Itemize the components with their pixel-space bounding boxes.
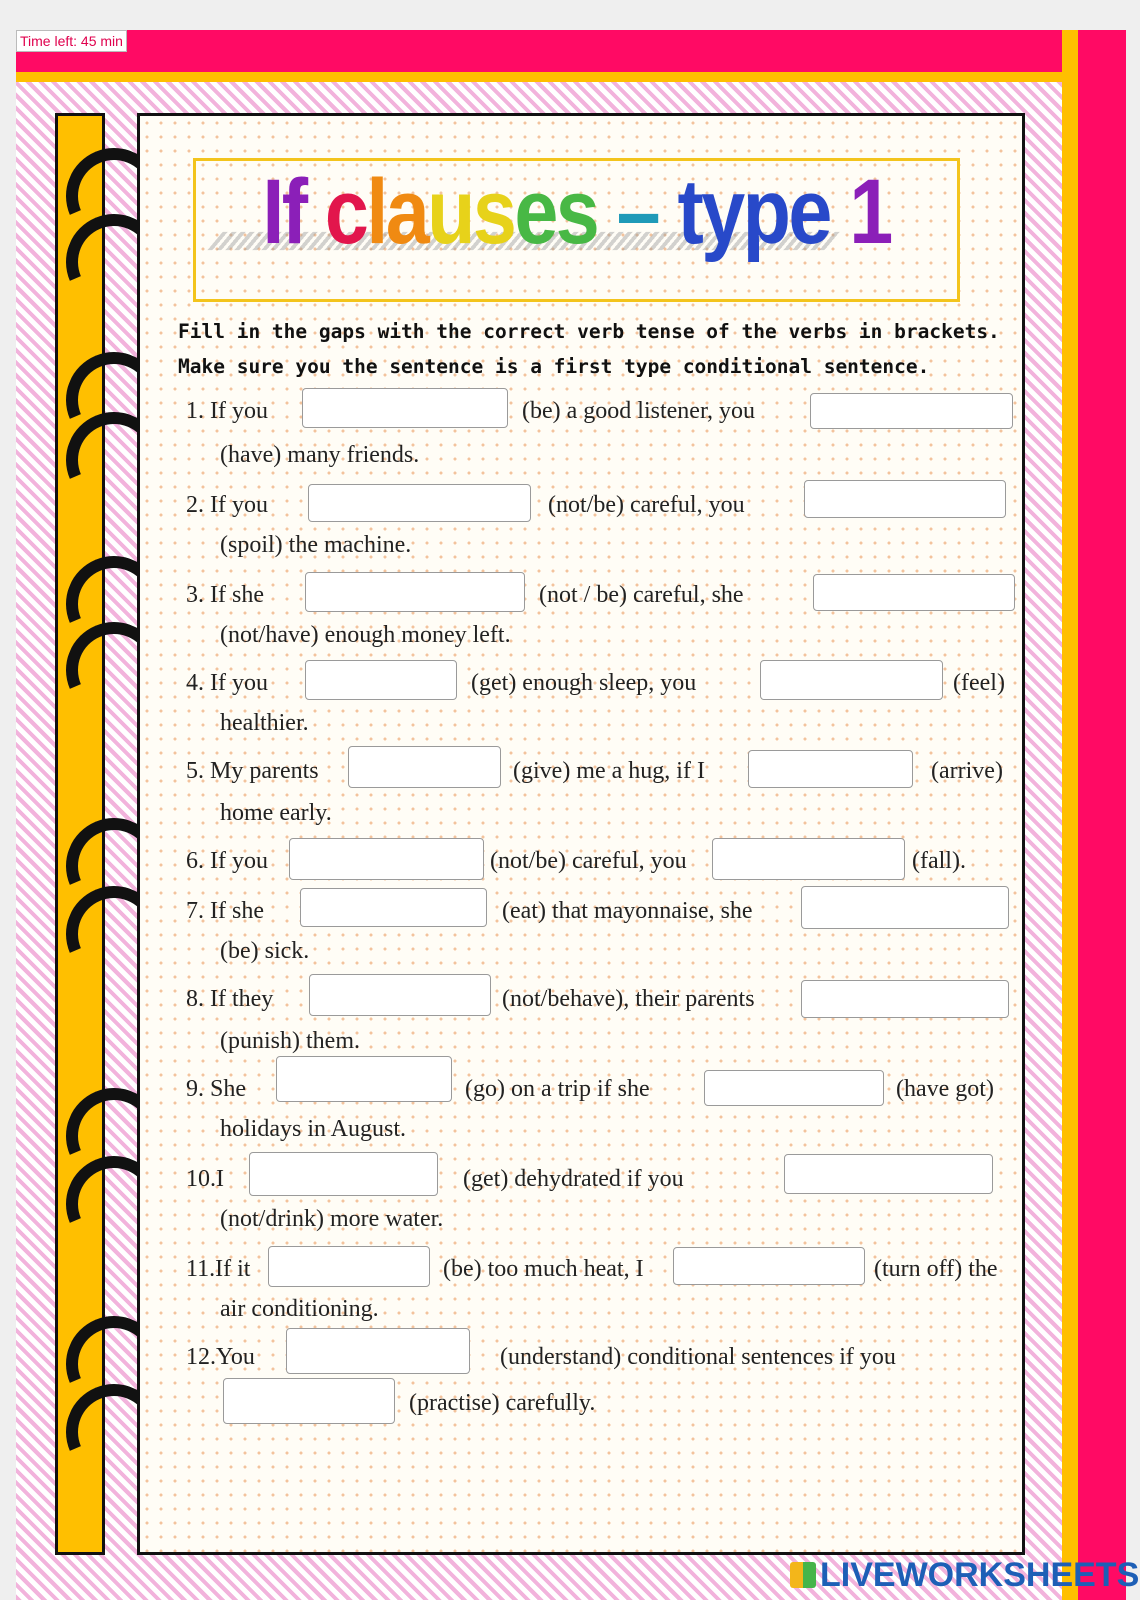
exercise-text: (turn off) the: [874, 1256, 998, 1282]
answer-input-8b[interactable]: [801, 980, 1009, 1018]
exercise-text: (not/be) careful, you: [490, 848, 687, 874]
exercise-9: [0, 1066, 1140, 1110]
answer-input-12b[interactable]: [223, 1378, 395, 1424]
exercise-5: [0, 748, 1140, 792]
exercise-text: 7. If she: [186, 898, 264, 924]
exercise-7: [0, 888, 1140, 932]
answer-input-9a[interactable]: [276, 1056, 452, 1102]
exercise-text: (get) enough sleep, you: [471, 670, 697, 696]
exercise-text: 6. If you: [186, 848, 268, 874]
answer-input-8a[interactable]: [309, 974, 491, 1016]
exercise-text: (spoil) the machine.: [220, 532, 412, 558]
answer-input-7b[interactable]: [801, 886, 1009, 929]
answer-input-3a[interactable]: [305, 572, 525, 612]
answer-input-12a[interactable]: [286, 1328, 470, 1374]
exercise-1: [0, 388, 1140, 432]
exercise-text: (not/behave), their parents: [502, 986, 755, 1012]
exercise-6: [0, 838, 1140, 882]
answer-input-9b[interactable]: [704, 1070, 884, 1106]
exercise-text: (fall).: [912, 848, 966, 874]
answer-input-10b[interactable]: [784, 1154, 993, 1194]
exercise-text: holidays in August.: [220, 1116, 407, 1142]
answer-input-11a[interactable]: [268, 1246, 430, 1287]
exercise-text: 5. My parents: [186, 758, 319, 784]
exercise-4: [0, 660, 1140, 704]
exercise-text: 9. She: [186, 1076, 246, 1102]
exercise-text: (arrive): [931, 758, 1003, 784]
answer-input-6a[interactable]: [289, 838, 484, 880]
exercise-text: healthier.: [220, 710, 309, 736]
page-title: If clauses – type 1: [262, 161, 891, 263]
exercise-text: (have) many friends.: [220, 442, 420, 468]
answer-input-4b[interactable]: [760, 660, 943, 700]
exercise-text: 8. If they: [186, 986, 274, 1012]
answer-input-1a[interactable]: [302, 388, 508, 428]
exercise-text: (give) me a hug, if I: [513, 758, 705, 784]
answer-input-5a[interactable]: [348, 746, 501, 788]
answer-input-11b[interactable]: [673, 1247, 865, 1285]
answer-input-10a[interactable]: [249, 1152, 438, 1196]
exercise-text: 10.I: [186, 1166, 224, 1192]
answer-input-2b[interactable]: [804, 480, 1006, 518]
exercise-text: (feel): [953, 670, 1005, 696]
exercise-text: 3. If she: [186, 582, 264, 608]
exercise-text: (be) too much heat, I: [443, 1256, 644, 1282]
instructions-text: Fill in the gaps with the correct verb tense of the verbs in brackets. Make sure you the sentence is a first type conditional sentence.: [178, 320, 1000, 378]
exercise-text: (practise) carefully.: [409, 1390, 596, 1416]
answer-input-6b[interactable]: [712, 838, 905, 880]
exercise-text: 4. If you: [186, 670, 268, 696]
exercise-text: (be) a good listener, you: [522, 398, 755, 424]
exercise-text: (not/drink) more water.: [220, 1206, 444, 1232]
exercise-text: (be) sick.: [220, 938, 310, 964]
exercise-text: home early.: [220, 800, 332, 826]
exercise-text: (punish) them.: [220, 1028, 360, 1054]
answer-input-5b[interactable]: [748, 750, 913, 788]
exercise-text: (understand) conditional sentences if you: [500, 1344, 896, 1370]
answer-input-2a[interactable]: [308, 484, 531, 522]
exercise-11: [0, 1246, 1140, 1290]
liveworksheets-logo: LIVEWORKSHEETS: [790, 1556, 1139, 1595]
exercise-text: (not/have) enough money left.: [220, 622, 511, 648]
exercise-text: (get) dehydrated if you: [463, 1166, 684, 1192]
header-bar: [16, 30, 1062, 72]
exercise-text: 11.If it: [186, 1256, 251, 1282]
liveworksheets-icon: [790, 1562, 816, 1588]
exercise-text: (not/be) careful, you: [548, 492, 745, 518]
exercise-8: [0, 976, 1140, 1020]
exercise-text: (eat) that mayonnaise, she: [502, 898, 753, 924]
exercise-text: air conditioning.: [220, 1296, 379, 1322]
header-stripe: [16, 72, 1062, 82]
timer-label: Time left: 45 min: [16, 30, 127, 52]
exercise-12: [0, 1334, 1140, 1378]
exercise-3: [0, 572, 1140, 616]
answer-input-1b[interactable]: [810, 393, 1013, 429]
exercise-text: (go) on a trip if she: [465, 1076, 650, 1102]
answer-input-3b[interactable]: [813, 574, 1015, 611]
exercise-text: 2. If you: [186, 492, 268, 518]
exercise-text: 1. If you: [186, 398, 268, 424]
exercise-2: [0, 482, 1140, 526]
answer-input-7a[interactable]: [300, 888, 487, 927]
exercise-text: (not / be) careful, she: [539, 582, 744, 608]
exercise-10: [0, 1156, 1140, 1200]
exercise-12-cont: [0, 1380, 1140, 1424]
exercise-text: 12.You: [186, 1344, 255, 1370]
exercise-text: (have got): [896, 1076, 994, 1102]
answer-input-4a[interactable]: [305, 660, 457, 700]
